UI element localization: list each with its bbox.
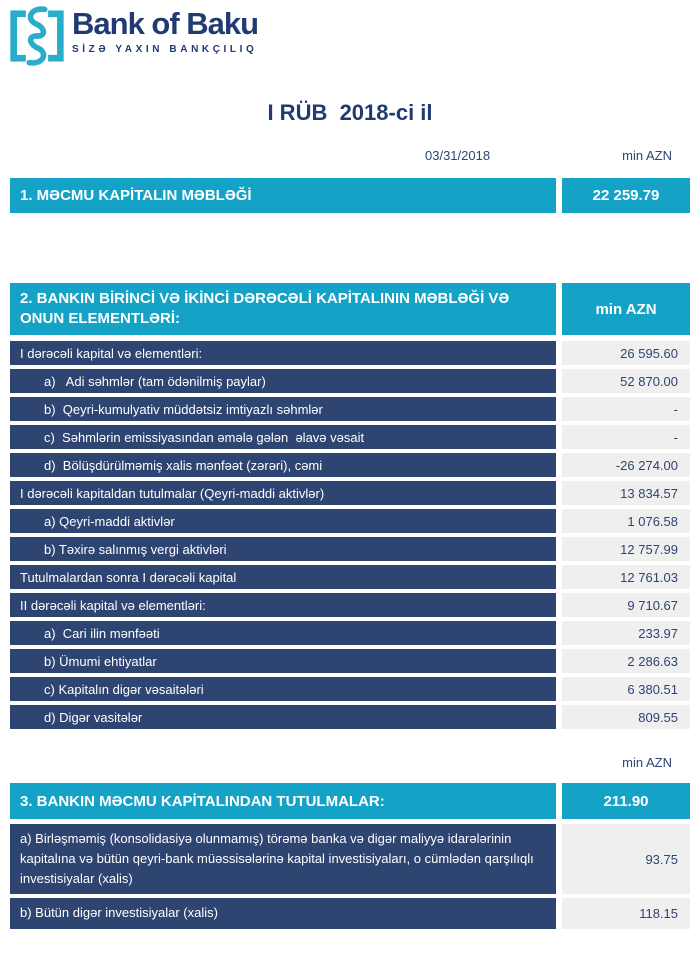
chain-link-square-icon — [10, 6, 64, 66]
row-label: c) Kapitalın digər vəsaitələri — [10, 677, 556, 701]
row-value: 809.55 — [562, 705, 690, 729]
section1-value: 22 259.79 — [562, 178, 690, 213]
deductions-table — [0, 824, 700, 929]
row-value: - — [562, 425, 690, 449]
bank-logo-text — [72, 8, 258, 55]
section3-header — [10, 783, 690, 819]
row-label: a) Cari ilin mənfəəti — [10, 621, 556, 645]
table-row — [10, 369, 690, 393]
row-label: a) Adi səhmlər (tam ödənilmiş paylar) — [10, 369, 556, 393]
section3-unit-label: min AZN — [622, 755, 672, 770]
section1-header — [10, 178, 690, 213]
row-label: b) Qeyri-kumulyativ müddətsiz imtiyazlı səhmlər — [10, 397, 556, 421]
table-row — [10, 509, 690, 533]
table-row — [10, 621, 690, 645]
row-value: 93.75 — [562, 824, 690, 894]
section1-title: 1. MƏCMU KAPİTALIN MƏBLƏĞİ — [10, 178, 556, 213]
bank-tagline: SİZƏ YAXIN BANKÇILIQ — [72, 43, 258, 55]
row-label: II dərəcəli kapital və elementləri: — [10, 593, 556, 617]
row-label: d) Bölüşdürülməmiş xalis mənfəət (zərəri), cəmi — [10, 453, 556, 477]
table-row — [10, 341, 690, 365]
report-title: I RÜB 2018-ci il — [267, 100, 433, 125]
row-value: 233.97 — [562, 621, 690, 645]
row-value: 12 761.03 — [562, 565, 690, 589]
row-value: 1 076.58 — [562, 509, 690, 533]
row-value: - — [562, 397, 690, 421]
row-label: I dərəcəli kapitaldan tutulmalar (Qeyri-maddi aktivlər) — [10, 481, 556, 505]
row-label: b) Ümumi ehtiyatlar — [10, 649, 556, 673]
bank-name: Bank of Baku — [72, 6, 259, 41]
row-label: I dərəcəli kapital və elementləri: — [10, 341, 556, 365]
row-label: a) Birləşməmiş (konsolidasiyə olunmamış) törəmə banka və digər maliyyə idarələrinin kapitalına və bütün qeyri-bank müəssisələrinə kapital investisiyaları, o cümlədən qarşılıqlı investisiyalar (xalis) — [10, 824, 556, 894]
bank-logo — [10, 6, 700, 66]
row-label: d) Digər vasitələr — [10, 705, 556, 729]
row-value: -26 274.00 — [562, 453, 690, 477]
row-value: 52 870.00 — [562, 369, 690, 393]
row-label: Tutulmalardan sonra I dərəcəli kapital — [10, 565, 556, 589]
table-row — [10, 649, 690, 673]
table-row — [10, 453, 690, 477]
section3-title: 3. BANKIN MƏCMU KAPİTALINDAN TUTULMALAR: — [10, 783, 556, 819]
section2-title: 2. BANKIN BİRİNCİ VƏ İKİNCİ DƏRƏCƏLİ KAPİTALININ MƏBLƏĞİ VƏ ONUN ELEMENTLƏRİ: — [10, 283, 556, 335]
row-label: b) Bütün digər investisiyalar (xalis) — [10, 898, 556, 928]
capital-table — [0, 341, 700, 729]
table-row — [10, 397, 690, 421]
unit-label: min AZN — [622, 148, 672, 163]
table-row — [10, 425, 690, 449]
section2-header — [10, 283, 690, 335]
row-value: 118.15 — [562, 898, 690, 928]
table-row — [10, 677, 690, 701]
table-row — [10, 824, 690, 894]
row-value: 12 757.99 — [562, 537, 690, 561]
section3-meta — [0, 755, 700, 771]
table-row — [10, 481, 690, 505]
table-row — [10, 593, 690, 617]
row-value: 26 595.60 — [562, 341, 690, 365]
table-row — [10, 705, 690, 729]
row-value: 13 834.57 — [562, 481, 690, 505]
table-row — [10, 565, 690, 589]
row-value: 9 710.67 — [562, 593, 690, 617]
report-meta — [0, 148, 700, 164]
row-value: 2 286.63 — [562, 649, 690, 673]
report-date: 03/31/2018 — [425, 148, 491, 163]
table-row — [10, 537, 690, 561]
row-label: b) Təxirə salınmış vergi aktivləri — [10, 537, 556, 561]
section3-value: 211.90 — [562, 783, 690, 819]
table-row — [10, 898, 690, 928]
row-value: 6 380.51 — [562, 677, 690, 701]
section2-unit: min AZN — [562, 283, 690, 335]
row-label: c) Səhmlərin emissiyasından əmələ gələn əlavə vəsait — [10, 425, 556, 449]
row-label: a) Qeyri-maddi aktivlər — [10, 509, 556, 533]
